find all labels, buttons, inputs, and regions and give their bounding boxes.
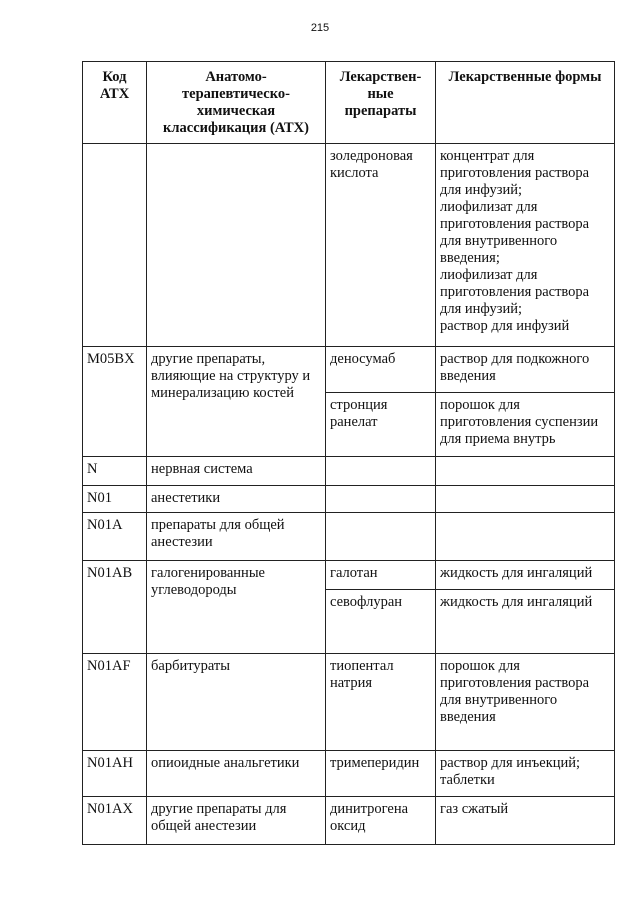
cell-classification: галогенированные углеводороды [147, 561, 326, 654]
cell-classification: опиоидные анальгетики [147, 751, 326, 797]
cell-drug [326, 513, 436, 561]
atx-table [82, 61, 615, 845]
cell-classification: анестетики [147, 486, 326, 513]
cell-classification: препараты для общей анестезии [147, 513, 326, 561]
header-forms: Лекарственные формы [436, 62, 615, 144]
cell-classification: другие препараты для общей анестезии [147, 797, 326, 845]
table-row [83, 797, 615, 845]
cell-code: N01AF [83, 654, 147, 751]
table-row [83, 144, 615, 347]
cell-drug: тиопентал натрия [326, 654, 436, 751]
cell-code: N01AH [83, 751, 147, 797]
header-drugs: Лекарствен- ные препараты [326, 62, 436, 144]
table-row [83, 561, 615, 590]
table-row [83, 347, 615, 393]
cell-forms: концентрат для приготовления раствора для инфузий; лиофилизат для приготовления раствора для внутривенного введения; лиофилизат для приготовления раствора для инфузий; раствор для инфузий [436, 144, 615, 347]
cell-code: M05BX [83, 347, 147, 457]
cell-code: N01AB [83, 561, 147, 654]
cell-drug [326, 457, 436, 486]
table-row [83, 513, 615, 561]
cell-forms: раствор для инъекций; таблетки [436, 751, 615, 797]
cell-drug: стронция ранелат [326, 393, 436, 457]
cell-forms: порошок для приготовления суспензии для приема внутрь [436, 393, 615, 457]
cell-code: N01A [83, 513, 147, 561]
cell-drug: севофлуран [326, 590, 436, 654]
page-number: 215 [310, 22, 330, 34]
table-row [83, 486, 615, 513]
cell-forms [436, 513, 615, 561]
cell-code: N [83, 457, 147, 486]
cell-classification: нервная система [147, 457, 326, 486]
cell-classification: другие препараты, влияющие на структуру и минерализацию костей [147, 347, 326, 457]
cell-drug: деносумаб [326, 347, 436, 393]
table-row [83, 654, 615, 751]
header-classification: Анатомо- терапевтическо- химическая классификация (АТХ) [147, 62, 326, 144]
header-row [83, 62, 615, 144]
cell-forms: порошок для приготовления раствора для внутривенного введения [436, 654, 615, 751]
header-code: Код АТХ [83, 62, 147, 144]
cell-forms [436, 486, 615, 513]
table-row [83, 457, 615, 486]
cell-forms: газ сжатый [436, 797, 615, 845]
cell-code: N01 [83, 486, 147, 513]
cell-classification: барбитураты [147, 654, 326, 751]
cell-drug: тримеперидин [326, 751, 436, 797]
cell-forms: жидкость для ингаляций [436, 590, 615, 654]
cell-forms: жидкость для ингаляций [436, 561, 615, 590]
cell-drug: золедроновая кислота [326, 144, 436, 347]
cell-drug [326, 486, 436, 513]
table-row [83, 751, 615, 797]
cell-forms: раствор для подкожного введения [436, 347, 615, 393]
cell-drug: галотан [326, 561, 436, 590]
cell-forms [436, 457, 615, 486]
cell-code [83, 144, 147, 347]
cell-code: N01AX [83, 797, 147, 845]
cell-drug: динитрогена оксид [326, 797, 436, 845]
cell-classification [147, 144, 326, 347]
